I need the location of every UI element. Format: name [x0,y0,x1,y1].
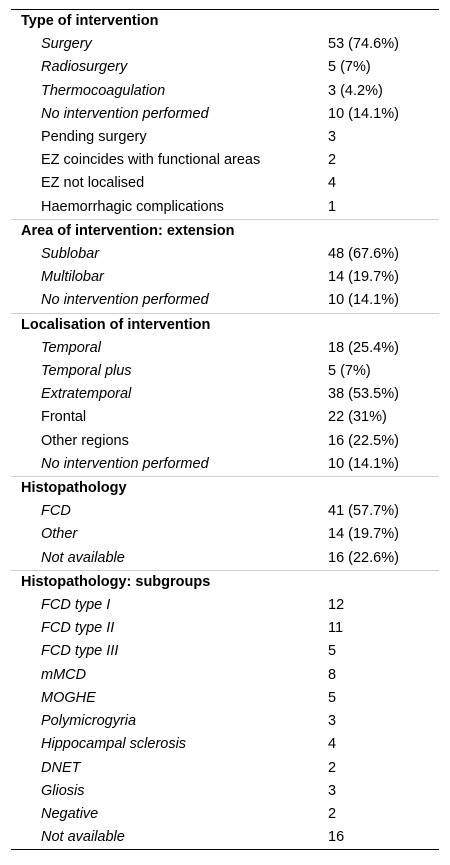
row-label: FCD [41,503,71,520]
row-value: 4 [328,175,337,192]
row-label: Pending surgery [41,129,147,146]
row-value: 3 [328,713,337,730]
table-row [11,56,439,79]
row-label: No intervention performed [41,455,209,472]
row-value: 5 [328,689,337,706]
row-value: 3 (4.2%) [328,82,383,99]
table-row [11,266,439,289]
row-value: 14 (19.7%) [328,269,399,286]
row-label: Multilobar [41,269,104,286]
table-row [11,710,439,733]
table-row [11,360,439,383]
row-value: 16 (22.6%) [328,549,399,566]
section-heading: Localisation of intervention [11,313,439,337]
table-row [11,289,439,313]
row-label: Haemorrhagic complications [41,198,224,215]
table-row [11,80,439,103]
row-value: 4 [328,736,337,753]
row-value: 16 (22.5%) [328,432,399,449]
table-row [11,780,439,803]
row-label: Surgery [41,36,92,53]
row-label: Hippocampal sclerosis [41,736,187,753]
data-table [11,9,439,850]
section-header-row [11,570,439,594]
section-heading: Area of intervention: extension [11,219,439,243]
row-value: 38 (53.5%) [328,386,399,403]
table-row [11,196,439,220]
table-body [11,10,439,849]
row-value: 16 [328,829,345,846]
table-row [11,594,439,617]
table-row [11,337,439,360]
table-bottom-rule [11,849,439,850]
row-label: DNET [41,759,81,776]
row-value: 5 [328,643,337,660]
table-row [11,149,439,172]
table-row [11,383,439,406]
table-row [11,664,439,687]
row-label: Temporal plus [41,363,132,380]
section-heading: Type of intervention [21,13,159,29]
table-row [11,826,439,849]
row-label: EZ coincides with functional areas [41,152,261,169]
table-row [11,640,439,663]
row-label: Not available [41,549,125,566]
row-value: 2 [328,152,337,169]
row-label: MOGHE [41,689,96,706]
row-label: Other [41,526,78,543]
row-value: 14 (19.7%) [328,526,399,543]
row-label: Gliosis [41,782,85,799]
row-value: 5 (7%) [328,363,371,380]
row-value: 2 [328,759,337,776]
row-value: 41 (57.7%) [328,503,399,520]
row-label: Sublobar [41,246,100,263]
table-row [11,547,439,571]
row-value: 18 (25.4%) [328,339,399,356]
table-row [11,617,439,640]
row-label: Temporal [41,339,101,356]
row-label: FCD type I [41,597,111,614]
table-row [11,103,439,126]
table-row [11,687,439,710]
table-row [11,803,439,826]
table-row [11,243,439,266]
row-value: 3 [328,129,337,146]
row-value: 3 [328,782,337,799]
row-label: Polymicrogyria [41,713,137,730]
row-value: 2 [328,805,337,822]
row-label: Not available [41,829,125,846]
section-header-row [11,10,439,33]
row-value: 5 (7%) [328,59,371,76]
table-row [11,126,439,149]
row-value: 10 (14.1%) [328,292,399,309]
row-value: 8 [328,666,337,683]
table-row [11,453,439,477]
table-row [11,733,439,756]
row-label: FCD type II [41,620,115,637]
row-label: No intervention performed [41,105,209,122]
table-row [11,757,439,780]
row-value: 10 (14.1%) [328,455,399,472]
row-value: 53 (74.6%) [328,36,399,53]
section-header-row [11,477,439,501]
row-value: 48 (67.6%) [328,246,399,263]
row-label: Thermocoagulation [41,82,166,99]
row-value: 22 (31%) [328,409,387,426]
row-label: Other regions [41,432,129,449]
section-heading: Histopathology: subgroups [11,570,439,594]
row-value: 1 [328,198,337,215]
row-label: EZ not localised [41,175,145,192]
table-row [11,500,439,523]
table-row [11,523,439,546]
row-label: mMCD [41,666,87,683]
row-label: Negative [41,805,99,822]
row-label: Frontal [41,409,87,426]
row-value: 10 (14.1%) [328,105,399,122]
table-rows [11,10,439,849]
section-heading: Histopathology [11,477,439,501]
row-label: No intervention performed [41,292,209,309]
row-value: 12 [328,597,345,614]
table-row [11,33,439,56]
table-row [11,406,439,429]
section-header-row [11,313,439,337]
row-label: Radiosurgery [41,59,128,76]
table-row [11,172,439,195]
section-header-row [11,219,439,243]
row-label: FCD type III [41,643,119,660]
row-value: 11 [328,620,344,637]
row-label: Extratemporal [41,386,132,403]
table-row [11,430,439,453]
